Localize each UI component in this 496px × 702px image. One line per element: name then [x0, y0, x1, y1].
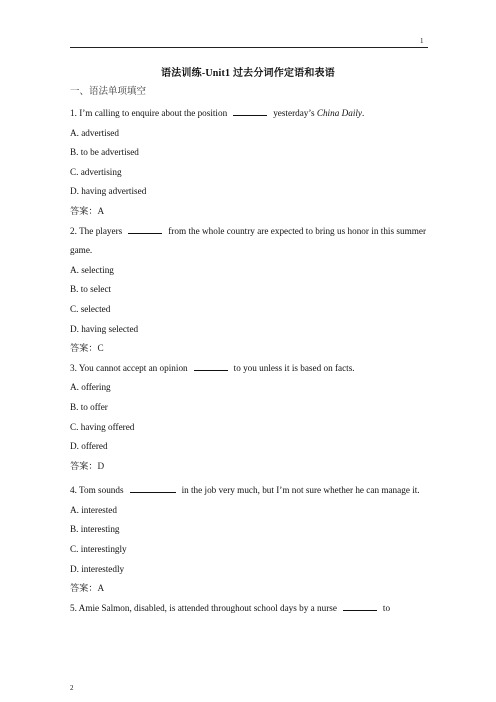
answer-blank: [194, 361, 228, 371]
page-number-bottom: 2: [70, 684, 74, 692]
question-2-stem: [70, 222, 426, 261]
question-text: from the whole country are expected to bring us honor in this summer game.: [70, 225, 426, 256]
page-number-top: 1: [420, 37, 424, 45]
answer-key: 答案：A: [70, 583, 105, 594]
question-text: 3. You cannot accept an opinion: [70, 362, 188, 373]
answer-key: 答案：C: [70, 343, 104, 354]
option-c: C. interestingly: [70, 544, 127, 555]
question-text: 1. I’m calling to enquire about the position: [70, 108, 228, 118]
question-text: to you unless it is based on facts.: [233, 362, 355, 373]
question-1-stem: [70, 104, 426, 124]
option-d: D. interestedly: [70, 563, 125, 574]
question-text: to: [382, 602, 391, 613]
option-c: C. advertising: [70, 166, 122, 177]
option-a: A. advertised: [70, 127, 119, 138]
answer-key: 答案：A: [70, 205, 105, 216]
answer-blank: [233, 106, 267, 116]
option-b: B. to offer: [70, 401, 108, 412]
header-rule: [70, 47, 428, 48]
answer-blank: [343, 601, 377, 611]
option-d: D. having selected: [70, 323, 139, 334]
option-b: B. to be advertised: [70, 147, 139, 158]
question-text: .: [362, 108, 365, 118]
option-b: B. interesting: [70, 524, 120, 535]
option-b: B. to select: [70, 284, 112, 295]
question-text: in the job very much, but I’m not sure whether he can manage it.: [181, 485, 420, 496]
answer-key: 答案：D: [70, 460, 105, 471]
question-list: [70, 104, 426, 618]
option-a: A. offering: [70, 382, 111, 393]
question-4-stem: [70, 481, 426, 501]
option-c: C. selected: [70, 303, 111, 314]
answer-blank: [130, 483, 176, 493]
question-text: 2. The players: [70, 225, 123, 236]
question-text: 4. Tom sounds: [70, 485, 124, 496]
question-3-stem: [70, 359, 426, 379]
section-heading: 一、语法单项填空: [70, 87, 147, 97]
question-5-stem: [70, 599, 426, 619]
option-d: D. offered: [70, 441, 108, 452]
question-text: 5. Amie Salmon, disabled, is attended throughout school days by a nurse: [70, 602, 337, 613]
document-title: 语法训练-Unit1 过去分词作定语和表语: [161, 68, 335, 79]
option-a: A. interested: [70, 504, 117, 515]
answer-blank: [128, 224, 162, 234]
option-c: C. having offered: [70, 421, 135, 432]
option-d: D. having advertised: [70, 186, 147, 197]
question-text: yesterday’s: [273, 108, 315, 118]
newspaper-name: China Daily: [316, 108, 362, 118]
option-a: A. selecting: [70, 264, 114, 275]
